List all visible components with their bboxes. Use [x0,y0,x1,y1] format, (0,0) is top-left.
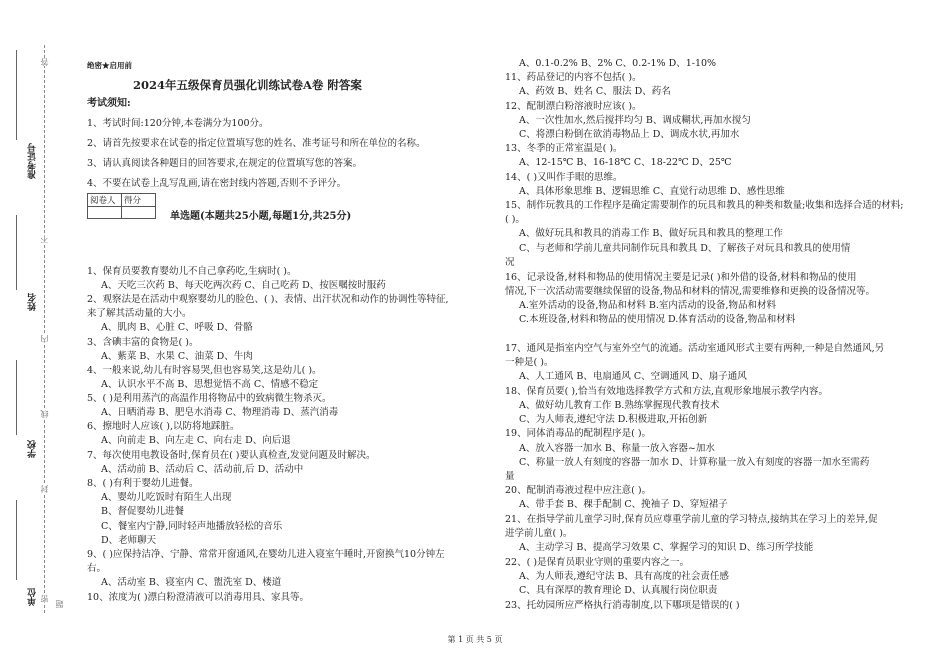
question-option: A、认识水平不高 B、思想觉悟不高 C、情感不稳定 [101,379,319,390]
seal-label-exam-number: 准考证号 [28,143,38,179]
seal-mark: 内 [40,335,49,343]
seal-line [44,45,45,613]
notice-item: 4、不要在试卷上乱写乱画,请在密封线内答题,否则不予评分。 [87,178,347,189]
question-option: C、具有深厚的教育理论 D、认真履行岗位职责 [519,585,718,596]
question-option: A、带手套 B、稞手配制 C、挽袖子 D、穿短裙子 [519,499,728,510]
notice-item: 1、考试时间:120分钟,本卷满分为100分。 [87,118,269,129]
question-text: 19、同体消毒品的配制程序是( )。 [505,428,652,439]
seal-field-line [16,50,17,140]
seal-field-line [16,215,17,290]
score-table-header-score: 得分 [122,194,156,207]
page-footer: 第 1 页 共 5 页 [447,635,503,644]
document-title: 2024年五级保育员强化训练试卷A卷 附答案 [133,78,362,92]
question-option: A、紫菜 B、水果 C、油菜 D、牛肉 [101,351,253,362]
confidential-tag: 绝密★启用前 [87,61,132,70]
question-option: A、做好幼儿教育工作 B.熟练掌握现代教育技术 [519,400,720,411]
question-option: A、婴幼儿吃饭时有陌生人出现 [101,492,232,503]
question-text: 17、通风是指室内空气与室外空气的流通。活动室通风形式主要有两种,一种是自然通风,另 [505,343,885,354]
seal-label-name: 姓名 [28,293,38,311]
score-table [87,193,156,219]
question-text: 13、冬季的正常室温是( )。 [505,143,623,154]
seal-mark: 不 [40,235,49,243]
notice-item: 3、请认真阅读各种题目的回答要求,在规定的位置填写您的答案。 [87,158,363,169]
question-text: 来了解其活动量的大小。 [87,308,192,319]
seal-label-unit: 单位 [28,588,38,606]
question-option: A、活动前 B、活动后 C、活动前,后 D、活动中 [101,464,304,475]
seal-mark: 题 [55,600,64,608]
question-text: 9、( )应保持洁净、宁静、常常开窗通风,在婴幼儿进入寝室午睡时,开窗换气10分钟左 [87,549,445,560]
seal-mark: 答 [40,58,49,66]
question-text: 16、记录设备,材料和物品的使用情况主要是记录( )和外借的设备,材料和物品的使用 [505,272,857,283]
question-option: D、老师聊天 [101,535,157,546]
question-option: A、日晒消毒 B、肥皂水消毒 C、物理消毒 D、蒸汽消毒 [101,407,339,418]
question-text: 量 [505,471,515,482]
question-option: C、将漂白粉倒在欲消毒物品上 D、调成水状,再加水 [519,129,740,140]
score-table-cell[interactable] [122,207,156,219]
question-option: A、12-15℃ B、16-18℃ C、18-22℃ D、25℃ [519,157,732,168]
question-text: 6、擦地时人应该( ),以防将地踩脏。 [87,421,240,432]
question-option: A、0.1-0.2% B、2% C、0.2-1% D、1-10% [519,58,717,69]
seal-mark: 密 [40,595,49,603]
question-text: 7、每次使用电教设备时,保育员在( )要认真检查,发觉问题及时解决。 [87,450,376,461]
question-text: 20、配制消毒液过程中应注意( )。 [505,485,652,496]
question-option: A、做好玩具和教具的消毒工作 B、做好玩具和教具的整理工作 [519,228,783,239]
question-option: C、为人师表,遵纪守法 D.积极进取,开拓创新 [519,414,708,425]
question-text: 进学前儿童( )。 [505,528,573,539]
score-table-cell[interactable] [88,207,122,219]
question-text: 8、( )有利于婴幼儿进餐。 [87,478,199,489]
question-text: 一种是( )。 [505,357,554,368]
question-text: 22、( )是保育员职业守则的重要内容之一。 [505,557,690,568]
question-option: C.本班设备,材料和物品的使用情况 D.体育活动的设备,物品和材料 [519,314,796,325]
question-option: A、放入容器一加水 B、称量一放入容器~加水 [519,443,715,454]
question-option: A、肌肉 B、心脏 C、呼吸 D、骨骼 [101,322,253,333]
question-text: 情况,下一次活动需要继续保留的设备,物品和材料的情况,需要维修和更换的设备情况等。 [505,286,876,297]
question-text: 14、( )又叫作手眼的思维。 [505,172,623,183]
question-text: 3、含碘丰富的食物是( )。 [87,337,199,348]
question-option: A、活动室 B、寝室内 C、盥洗室 D、楼道 [101,577,282,588]
question-option: A、向前走 B、向左走 C、向右走 D、向后退 [101,435,291,446]
question-option: A.室外活动的设备,物品和材料 B.室内活动的设备,物品和材料 [519,300,776,311]
question-text: 2、观察法是在活动中观察婴幼儿的脸色、( )、表情、出汗状况和动作的协调性等特征, [87,294,449,305]
question-option: A、具体形象思维 B、逻辑思维 C、直觉行动思维 D、感性思维 [519,186,785,197]
question-option: B、督促婴幼儿进餐 [101,506,184,517]
question-option: C、与老师和学前儿童共同制作玩具和教具 D、了解孩子对玩具和教具的使用情 [519,243,851,254]
score-table-header-grader: 阅卷人 [88,194,122,207]
question-option: C、餐室内宁静,同时轻声地播放轻松的音乐 [101,521,283,532]
question-option: A、一次性加水,然后搅拌均匀 B、调成糊状,再加水搅匀 [519,115,751,126]
question-text: 4、一般来说,幼儿有时容易哭,但也容易笑,这是幼儿( )。 [87,365,322,376]
question-text: 21、在指导学前儿童学习时,保育员应尊重学前儿童的学习特点,接纳其在学习上的差异,促 [505,514,878,525]
question-text: 11、药品登记的内容不包括( )。 [505,72,642,83]
notice-item: 2、请首先按要求在试卷的指定位置填写您的姓名、准考证号和所在单位的名称。 [87,138,426,149]
question-option: A、为人师表,遵纪守法 B、具有高度的社会责任感 [519,571,729,582]
question-text: 18、保育员要( ),恰当有效地选择教学方式和方法,直观形象地展示教学内容。 [505,386,829,397]
question-text: 12、配制漂白粉溶液时应该( )。 [505,101,642,112]
question-text: 况 [505,257,515,268]
question-text: 1、保育员要教育婴幼儿不自己拿药吃,生病时( )。 [87,266,297,277]
question-text: 10、浓度为( )漂白粉澄清液可以消毒用具、家具等。 [87,592,310,603]
question-option: A、天吃三次药 B、每天吃两次药 C、自己吃药 D、按医嘱按时服药 [101,280,386,291]
seal-mark: 线 [40,410,49,418]
question-option: A、药效 B、姓名 C、服法 D、药名 [519,86,671,97]
question-option: A、人工通风 B、电扇通风 C、空调通风 D、扇子通风 [519,371,747,382]
question-text: ( )。 [505,214,525,225]
notice-heading: 考试须知: [87,98,131,109]
question-option: A、主动学习 B、提高学习效果 C、掌握学习的知识 D、练习所学技能 [519,542,814,553]
section-heading: 单选题(本题共25小题,每题1分,共25分) [170,211,352,222]
question-text: 右。 [87,563,107,574]
seal-mark: 封 [40,485,49,493]
question-text: 23、托幼园所应严格执行消毒制度,以下哪项是错误的( ) [505,600,740,611]
question-option: C、称量一放人有刻度的容器一加水 D、计算称量一放入有刻度的容器一加水至需药 [519,457,870,468]
question-text: 15、制作玩教具的工作程序是确定需要制作的玩具和教具的种类和数量;收集和选择合适的材料; [505,200,904,211]
seal-label-school: 学校 [28,440,38,458]
seal-field-line [16,500,17,580]
question-text: 5、( )是利用蒸汽的高温作用将物品中的致病微生物杀灭。 [87,393,332,404]
seal-field-line [16,360,17,435]
